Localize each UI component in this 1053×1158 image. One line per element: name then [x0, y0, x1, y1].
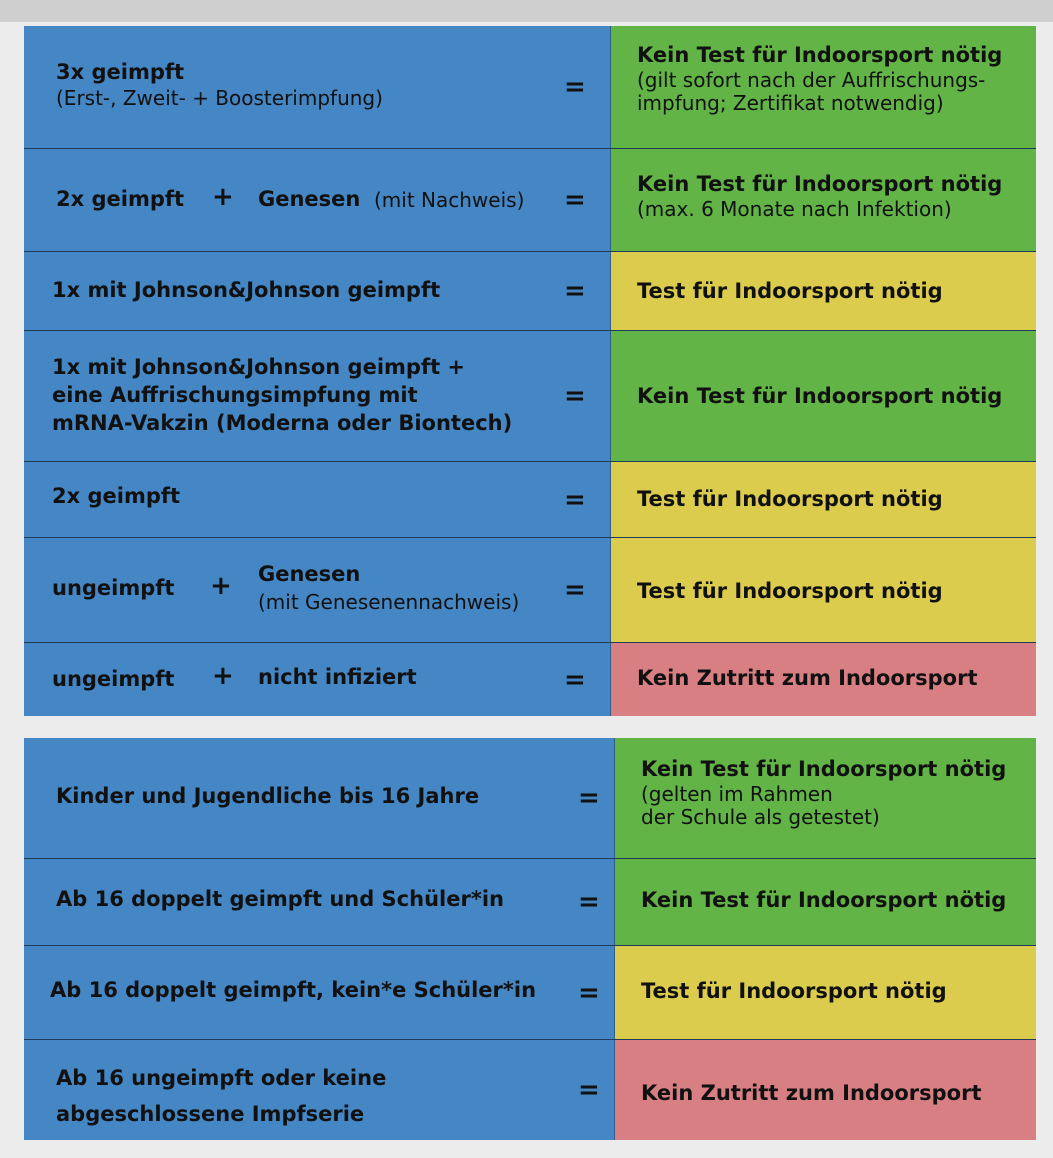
- condition-subtitle: (Erst-, Zweit- + Boosterimpfung): [56, 86, 383, 110]
- condition-cell: [24, 331, 610, 461]
- result-note: (gilt sofort nach der Auffrischungs-: [637, 68, 986, 92]
- condition-title: 3x geimpft: [56, 60, 185, 84]
- result-cell-yellow: [610, 462, 1036, 537]
- condition-title: Ab 16 doppelt geimpft, kein*e Schüler*in: [50, 978, 537, 1002]
- result-title: Test für Indoorsport nötig: [641, 979, 947, 1003]
- condition-cell: [24, 462, 610, 537]
- result-text: [637, 171, 1002, 221]
- result-cell-yellow: [610, 252, 1036, 330]
- condition-b: nicht infiziert: [258, 665, 417, 689]
- result-title: Kein Test für Indoorsport nötig: [641, 757, 1007, 781]
- result-title: Test für Indoorsport nötig: [637, 279, 943, 303]
- condition-line-1: Ab 16 ungeimpft oder keine: [56, 1066, 387, 1090]
- table-row: [24, 252, 1036, 331]
- table-row: [24, 26, 1036, 149]
- result-cell-green: [614, 738, 1036, 858]
- result-cell-red: [614, 1040, 1036, 1140]
- result-title: Kein Zutritt zum Indoorsport: [641, 1081, 982, 1105]
- result-note: (max. 6 Monate nach Infektion): [637, 197, 952, 221]
- equals-sign: =: [564, 185, 586, 215]
- plus-sign: +: [212, 182, 234, 212]
- plus-sign: +: [210, 571, 232, 601]
- condition-title: 1x mit Johnson&Johnson geimpft: [52, 278, 441, 302]
- table-row: [24, 946, 1036, 1040]
- condition-line-2: eine Auffrischungsimpfung mit: [52, 383, 418, 407]
- result-text: [641, 756, 1006, 829]
- result-note: (gelten im Rahmen: [641, 782, 833, 806]
- result-cell-yellow: [614, 946, 1036, 1039]
- rules-table-adults: [24, 26, 1036, 716]
- equals-sign: =: [564, 72, 586, 102]
- result-text: [637, 42, 1002, 115]
- equals-sign: =: [564, 664, 586, 695]
- equals-sign: =: [578, 783, 600, 813]
- equals-sign: =: [578, 977, 600, 1008]
- condition-b: Genesen: [258, 562, 361, 586]
- condition-cell: [24, 643, 610, 716]
- condition-b: Genesen: [258, 187, 361, 211]
- equals-sign: =: [564, 484, 586, 515]
- result-cell-green: [610, 149, 1036, 251]
- top-border-strip: [0, 0, 1053, 22]
- table-row: [24, 331, 1036, 462]
- condition-cell: [24, 946, 614, 1039]
- result-title: Kein Zutritt zum Indoorsport: [637, 666, 978, 690]
- condition-cell: [24, 252, 610, 330]
- condition-line-3: mRNA-Vakzin (Moderna oder Biontech): [52, 411, 513, 435]
- result-cell-green: [610, 26, 1036, 148]
- table-row: [24, 149, 1036, 252]
- condition-cell: [24, 538, 610, 642]
- condition-b-note: (mit Nachweis): [374, 188, 525, 212]
- result-cell-red: [610, 643, 1036, 716]
- result-note-2: impfung; Zertifikat notwendig): [637, 91, 944, 115]
- condition-a: ungeimpft: [52, 576, 175, 600]
- result-cell-yellow: [610, 538, 1036, 642]
- table-row: [24, 462, 1036, 538]
- condition-cell: [24, 738, 614, 858]
- result-title: Test für Indoorsport nötig: [637, 579, 943, 603]
- condition-cell: [24, 26, 610, 148]
- rules-table-youth: [24, 738, 1036, 1140]
- equals-sign: =: [578, 887, 600, 917]
- equals-sign: =: [564, 276, 586, 306]
- result-note-2: der Schule als getestet): [641, 805, 880, 829]
- condition-cell: [24, 149, 610, 251]
- result-title: Test für Indoorsport nötig: [637, 487, 943, 511]
- result-cell-green: [614, 859, 1036, 945]
- plus-sign: +: [212, 661, 234, 691]
- equals-sign: =: [564, 381, 586, 411]
- condition-cell: [24, 859, 614, 945]
- condition-line-2: abgeschlossene Impfserie: [56, 1102, 365, 1126]
- condition-line-1: 1x mit Johnson&Johnson geimpft +: [52, 355, 466, 379]
- table-row: [24, 738, 1036, 859]
- condition-title: Ab 16 doppelt geimpft und Schüler*in: [56, 887, 504, 911]
- equals-sign: =: [578, 1075, 600, 1105]
- condition-a: 2x geimpft: [56, 187, 185, 211]
- table-row: [24, 538, 1036, 643]
- condition-a: ungeimpft: [52, 667, 175, 691]
- result-cell-green: [610, 331, 1036, 461]
- result-title: Kein Test für Indoorsport nötig: [637, 172, 1003, 196]
- condition-b-note: (mit Genesenennachweis): [258, 590, 520, 614]
- condition-title: 2x geimpft: [52, 484, 181, 508]
- result-title: Kein Test für Indoorsport nötig: [641, 888, 1007, 912]
- equals-sign: =: [564, 575, 586, 605]
- condition-text: [52, 353, 512, 437]
- table-row: [24, 1040, 1036, 1140]
- condition-cell: [24, 1040, 614, 1140]
- condition-text: [56, 1060, 386, 1132]
- condition-title: Kinder und Jugendliche bis 16 Jahre: [56, 784, 480, 808]
- result-title: Kein Test für Indoorsport nötig: [637, 43, 1003, 67]
- table-row: [24, 859, 1036, 946]
- result-title: Kein Test für Indoorsport nötig: [637, 384, 1003, 408]
- table-row: [24, 643, 1036, 716]
